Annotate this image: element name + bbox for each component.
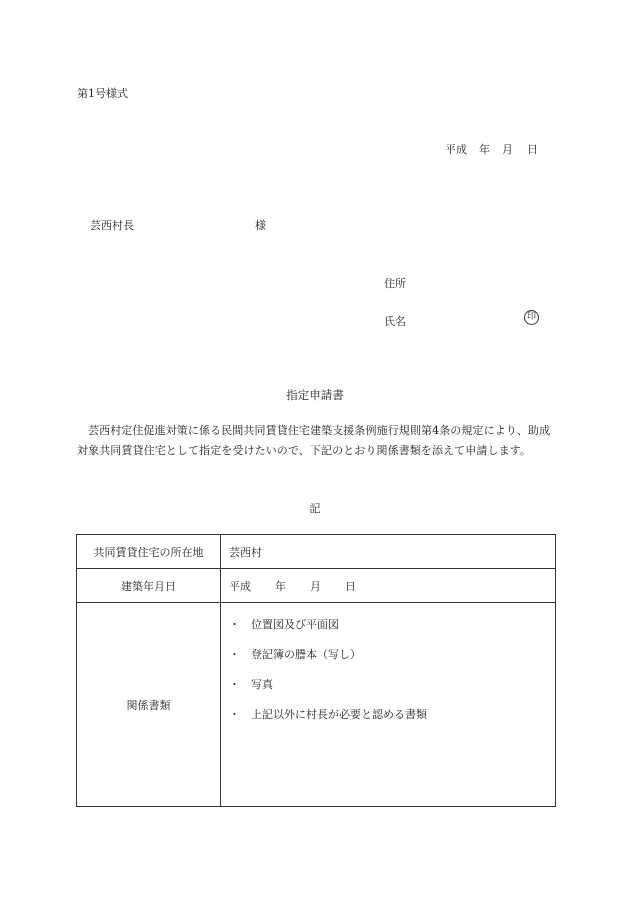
built-day-unit: 日	[345, 579, 356, 593]
location-value: 芸西村	[221, 535, 556, 569]
bullet: ・	[229, 708, 240, 721]
list-item	[229, 617, 555, 647]
table-row-documents	[77, 603, 556, 807]
date-era: 平成	[445, 143, 467, 156]
addressee-honorific: 様	[255, 219, 266, 232]
table-row-location	[77, 535, 556, 569]
address-label: 住所	[384, 277, 406, 290]
bullet: ・	[229, 618, 240, 631]
document-title: 指定申請書	[286, 388, 344, 402]
table-row-built-date	[77, 569, 556, 603]
built-date-label: 建築年月日	[77, 569, 221, 603]
built-date-value	[221, 569, 556, 603]
name-label: 氏名	[384, 315, 406, 328]
doc-item-text: 位置図及び平面図	[251, 618, 339, 631]
body-paragraph: 芸西村定住促進対策に係る民間共同賃貸住宅建築支援条例施行規則第4条の規定により、助成対象共同賃貸住宅として指定を受けたいので、下記のとおり関係書類を添えて申請します。	[77, 424, 551, 457]
application-table	[76, 534, 556, 807]
doc-item-text: 登記簿の謄本（写し）	[251, 648, 361, 661]
doc-item-text: 上記以外に村長が必要と認める書類	[251, 708, 427, 721]
doc-item-text: 写真	[251, 678, 273, 691]
date-line	[445, 141, 538, 157]
list-item	[229, 677, 555, 707]
seal-mark: 印	[524, 310, 539, 325]
built-era: 平成	[229, 579, 251, 593]
date-year-unit: 年	[479, 143, 490, 156]
documents-list	[221, 603, 556, 807]
built-year-unit: 年	[275, 579, 286, 593]
form-number: 第1号様式	[77, 87, 128, 100]
addressee-title: 芸西村長	[90, 219, 134, 232]
location-label: 共同賃貸住宅の所在地	[77, 535, 221, 569]
built-month-unit: 月	[310, 579, 321, 593]
list-item	[229, 707, 555, 737]
date-day-unit: 日	[527, 143, 538, 156]
bullet: ・	[229, 678, 240, 691]
list-item	[229, 647, 555, 677]
ki-heading: 記	[309, 502, 321, 515]
date-month-unit: 月	[502, 143, 513, 156]
bullet: ・	[229, 648, 240, 661]
documents-label: 関係書類	[77, 603, 221, 807]
